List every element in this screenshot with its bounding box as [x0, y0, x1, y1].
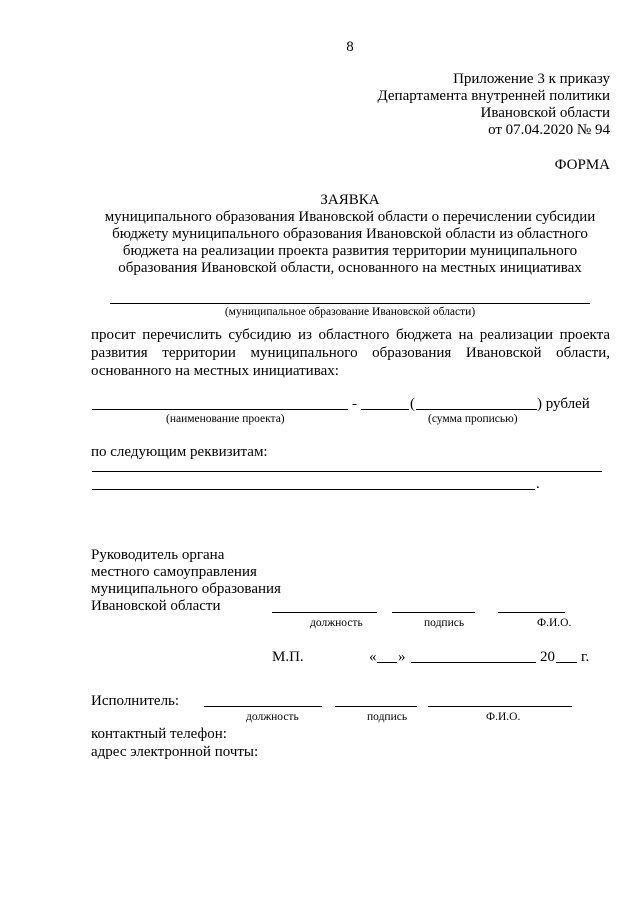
executor-name-line[interactable] [428, 706, 572, 707]
requisites-line-2[interactable] [92, 489, 535, 490]
contact-phone-label: контактный телефон: [91, 726, 227, 742]
date-year-line[interactable] [556, 662, 577, 663]
date-open-quote: « [369, 649, 377, 665]
head-name-line[interactable] [498, 612, 565, 613]
head-line-3: муниципального образования [91, 581, 281, 597]
head-line-2: местного самоуправления [91, 564, 257, 580]
executor-signature-line[interactable] [335, 706, 417, 707]
head-signature-caption: подпись [424, 617, 465, 629]
appendix-line-2: Департамента внутренней политики [377, 88, 610, 104]
executor-label: Исполнитель: [91, 693, 180, 709]
head-line-1: Руководитель органа [91, 547, 225, 563]
amount-digits-line[interactable] [361, 409, 409, 410]
amount-words-line[interactable] [416, 409, 537, 410]
stamp-label: М.П. [272, 649, 304, 665]
head-line-4: Ивановской области [91, 598, 221, 614]
head-position-line[interactable] [272, 612, 377, 613]
appendix-line-1: Приложение 3 к приказу [453, 71, 610, 87]
request-line-3: основанного на местных инициативах: [91, 363, 339, 379]
request-line-2: развития территории муниципального образования Ивановской области, [91, 345, 610, 361]
executor-name-caption: Ф.И.О. [486, 711, 521, 723]
appendix-line-3: Ивановской области [480, 105, 610, 121]
amount-open-paren: ( [410, 396, 415, 412]
project-name-line[interactable] [92, 409, 348, 410]
request-line-1: просит перечислить субсидию из областного бюджета на реализации проекта [91, 327, 610, 343]
date-close-quote: » [398, 649, 406, 665]
title-line-1: муниципального образования Ивановской области о перечислении субсидии [104, 209, 596, 225]
title-line-2: бюджету муниципального образования Ивановской области из областного [112, 226, 588, 242]
municipality-field-line[interactable] [110, 303, 590, 304]
head-signature-line[interactable] [392, 612, 475, 613]
amount-dash: - [352, 396, 357, 412]
sum-caption: (сумма прописью) [428, 413, 518, 425]
form-label: ФОРМА [554, 157, 610, 173]
municipality-caption: (муниципальное образование Ивановской области) [224, 306, 476, 318]
title-line-3: бюджета на реализации проекта развития территории муниципального [122, 243, 578, 259]
head-position-caption: должность [310, 617, 363, 629]
document-title: ЗАЯВКА [320, 192, 380, 208]
date-day-line[interactable] [377, 662, 397, 663]
executor-signature-caption: подпись [367, 711, 408, 723]
amount-rubles-label: ) рублей [537, 396, 590, 412]
project-caption: (наименование проекта) [166, 413, 285, 425]
requisites-label: по следующим реквизитам: [91, 444, 268, 460]
requisites-line-1[interactable] [92, 471, 602, 472]
executor-position-caption: должность [246, 711, 299, 723]
email-label: адрес электронной почты: [91, 744, 259, 760]
date-month-line[interactable] [411, 662, 536, 663]
appendix-line-4: от 07.04.2020 № 94 [488, 122, 610, 138]
date-year-suffix: г. [581, 649, 590, 665]
date-year-prefix: 20 [540, 649, 555, 665]
head-name-caption: Ф.И.О. [537, 617, 572, 629]
requisites-end: . [536, 476, 540, 492]
executor-position-line[interactable] [204, 706, 322, 707]
page-number: 8 [346, 39, 354, 55]
title-line-4: образования Ивановской области, основанного на местных инициативах [118, 260, 582, 276]
